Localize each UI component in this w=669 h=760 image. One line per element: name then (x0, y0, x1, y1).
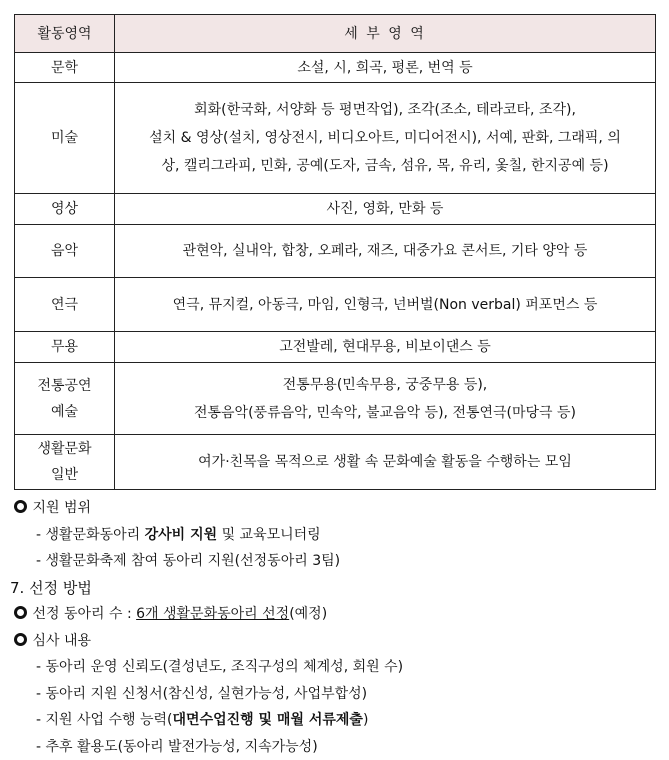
review-item (10, 707, 660, 734)
detail-line: 고전발레, 현대무용, 비보이댄스 등 (279, 339, 491, 355)
selection-count-value: 6개 생활문화동아리 선정 (136, 606, 289, 622)
detail-cell (115, 225, 656, 278)
table-row (15, 53, 656, 83)
support-title-text: 지원 범위 (32, 500, 91, 516)
ring-bullet-icon (14, 601, 28, 628)
review-title (10, 628, 660, 655)
detail-line: 설치 & 영상(설치, 영상전시, 비디오아트, 미디어전시), 서예, 판화, 그래픽, 의 (123, 124, 647, 152)
review-title-text: 심사 내용 (32, 633, 91, 649)
detail-line: 전통음악(풍류음악, 민속악, 불교음악 등), 전통연극(마당극 등) (123, 399, 647, 427)
table-row (15, 194, 656, 225)
detail-line: 관현악, 실내악, 합창, 오페라, 재즈, 대중가요 콘서트, 기타 양악 등 (183, 243, 588, 259)
detail-line: 회화(한국화, 서양화 등 평면작업), 조각(조소, 테라코타, 조각), (123, 96, 647, 124)
detail-cell (115, 363, 656, 435)
detail-cell (115, 194, 656, 225)
selection-count-label: 선정 동아리 수 : (32, 606, 136, 622)
area-cell: 음악 (15, 225, 115, 278)
area-cell: 무용 (15, 332, 115, 363)
detail-line: 여가·친목을 목적으로 생활 속 문화예술 활동을 수행하는 모임 (198, 454, 572, 470)
area-cell: 미술 (15, 83, 115, 194)
detail-line: 상, 캘리그라피, 민화, 공예(도자, 금속, 섬유, 목, 유리, 옻칠, 한지공예 등) (123, 152, 647, 180)
support-item-text: 및 교육모니터링 (217, 527, 321, 543)
notes-section (10, 495, 660, 760)
support-item-bold: 강사비 지원 (145, 527, 218, 543)
review-item: - 동아리 지원 신청서(참신성, 실현가능성, 사업부합성) (10, 681, 660, 708)
detail-line: 전통무용(민속무용, 궁중무용 등), (123, 371, 647, 399)
detail-cell (115, 83, 656, 194)
area-cell: 문학 (15, 53, 115, 83)
review-item: - 동아리 운영 신뢰도(결성년도, 조직구성의 체계성, 회원 수) (10, 654, 660, 681)
review-item-bold: 대면수업진행 및 매월 서류제출 (173, 712, 363, 728)
header-area: 활동영역 (15, 15, 115, 53)
table-row (15, 332, 656, 363)
review-item-text: ) (363, 712, 368, 728)
area-line: 전통공연 (23, 373, 106, 399)
table-row (15, 363, 656, 435)
area-line: 예술 (23, 399, 106, 425)
area-cell (15, 363, 115, 435)
area-line: 일반 (23, 462, 106, 488)
table-row (15, 225, 656, 278)
detail-cell (115, 53, 656, 83)
review-item: - 추후 활용도(동아리 발전가능성, 지속가능성) (10, 734, 660, 760)
ring-bullet-icon (14, 628, 28, 655)
detail-cell (115, 332, 656, 363)
area-cell (15, 435, 115, 490)
support-item: - 생활문화축제 참여 동아리 지원(선정동아리 3팀) (10, 548, 660, 575)
table-header-row (15, 15, 656, 53)
support-item-text: - 생활문화동아리 (36, 527, 145, 543)
header-detail: 세 부 영 역 (115, 15, 656, 53)
selection-heading: 7. 선정 방법 (10, 575, 660, 602)
selection-count-suffix: (예정) (289, 606, 327, 622)
detail-line: 사진, 영화, 만화 등 (327, 201, 444, 217)
detail-line: 연극, 뮤지컬, 아동극, 마임, 인형극, 넌버벌(Non verbal) 퍼포먼스 등 (173, 297, 598, 313)
activity-area-table (14, 14, 656, 490)
support-item (10, 522, 660, 549)
ring-bullet-icon (14, 495, 28, 522)
table-row (15, 435, 656, 490)
detail-cell (115, 435, 656, 490)
table-row (15, 83, 656, 194)
detail-cell (115, 278, 656, 332)
area-cell: 연극 (15, 278, 115, 332)
area-cell: 영상 (15, 194, 115, 225)
review-item-text: - 지원 사업 수행 능력( (36, 712, 173, 728)
detail-line: 소설, 시, 희곡, 평론, 번역 등 (297, 60, 472, 76)
area-line: 생활문화 (23, 436, 106, 462)
support-title (10, 495, 660, 522)
selection-count (10, 601, 660, 628)
table-row (15, 278, 656, 332)
